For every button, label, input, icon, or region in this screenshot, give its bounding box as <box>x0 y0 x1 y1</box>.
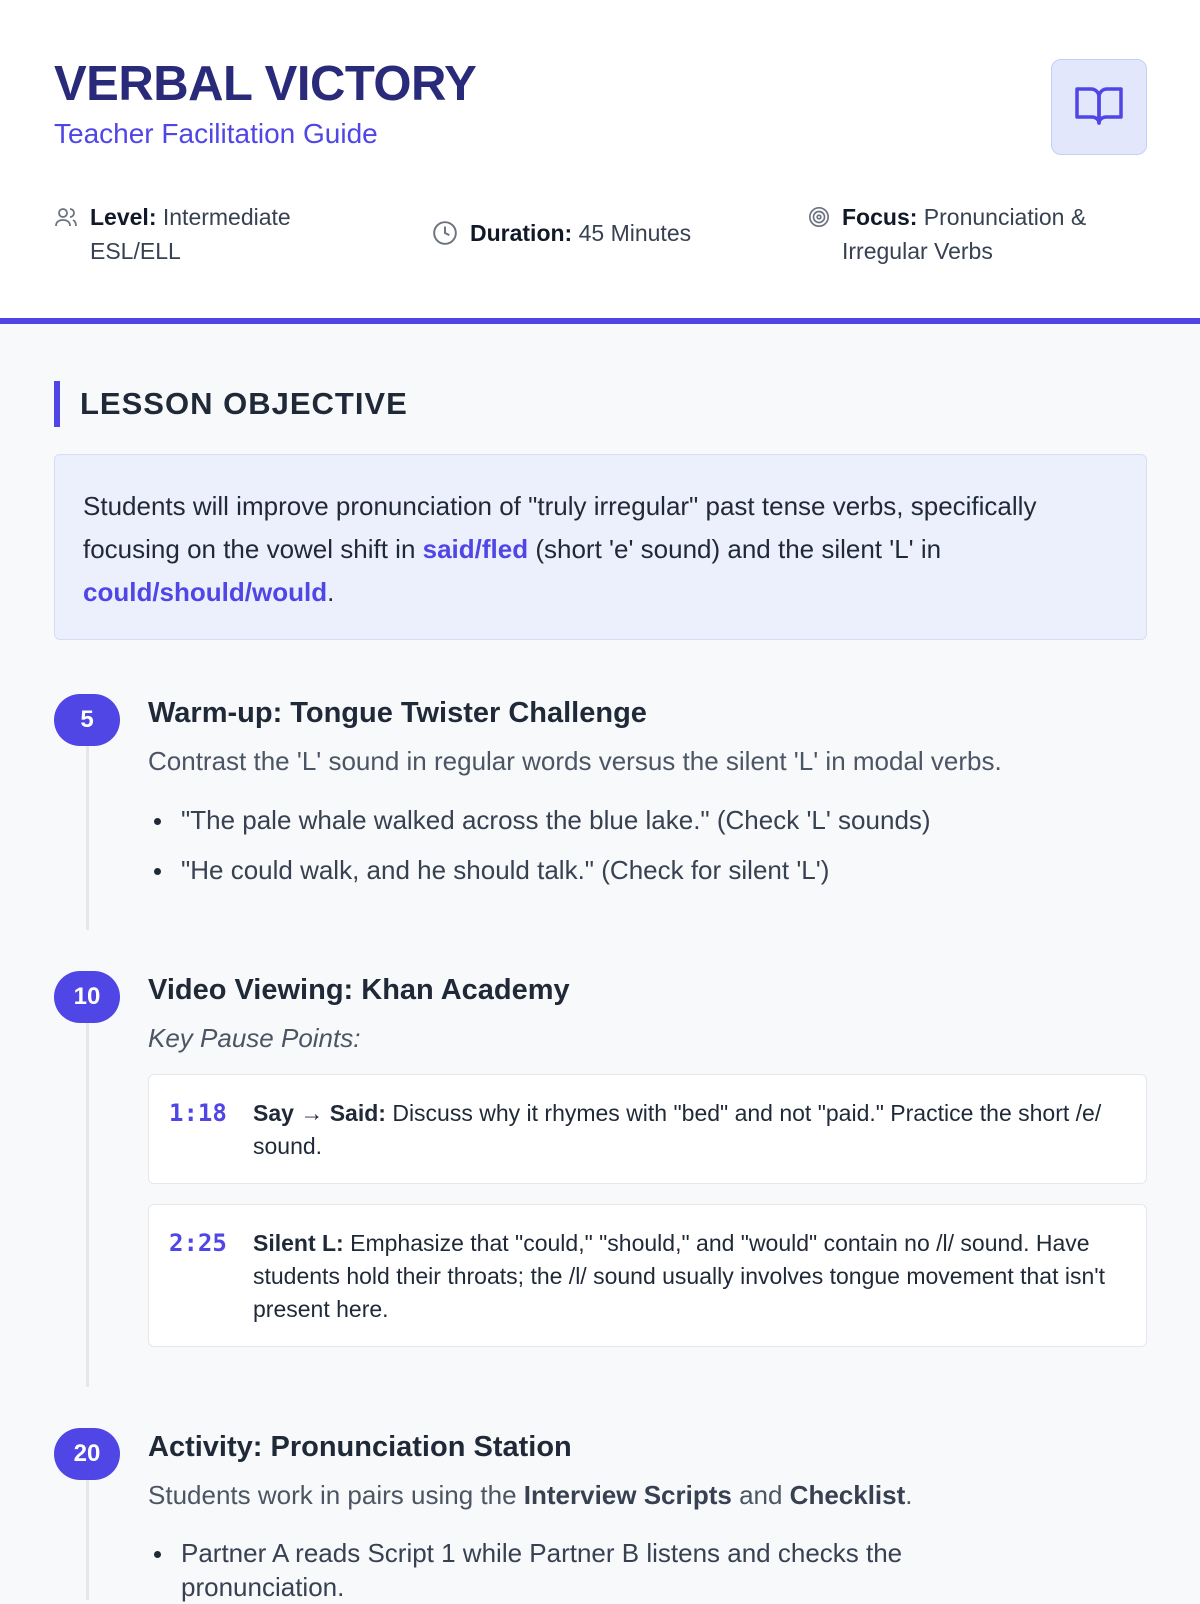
meta-focus-text: Focus: Pronunciation & Irregular Verbs <box>842 204 1087 264</box>
step-minutes-badge: 10 <box>54 971 120 1023</box>
pause-point-text: Say → Said: Discuss why it rhymes with "bed" and not "paid." Practice the short /e/ sound. <box>253 1100 1102 1159</box>
meta-level <box>54 200 364 268</box>
book-button[interactable] <box>1051 59 1147 155</box>
highlight-modals: could/should/would <box>83 577 328 607</box>
clock-icon <box>432 216 458 250</box>
step-title: Activity: Pronunciation Station <box>148 1431 572 1463</box>
step-minutes-badge: 20 <box>54 1428 120 1480</box>
step-minutes-badge: 5 <box>54 694 120 746</box>
pause-point-text: Silent L: Emphasize that "could," "should," and "would" contain no /l/ sound. Have students hold their throats; the /l/ sound usually involves tongue movement that isn't present here. <box>253 1230 1106 1322</box>
pause-point-card <box>148 1204 1147 1347</box>
lesson-objective-heading: LESSON OBJECTIVE <box>54 381 408 427</box>
timeline-line <box>86 1478 89 1600</box>
step-title: Warm-up: Tongue Twister Challenge <box>148 697 647 729</box>
timeline-line <box>86 744 89 930</box>
pause-points-heading: Key Pause Points: <box>148 1023 361 1053</box>
users-icon <box>54 200 78 234</box>
timestamp: 2:25 <box>169 1229 227 1257</box>
meta-level-text: Level: Intermediate ESL/ELL <box>90 204 291 264</box>
page-title: VERBAL VICTORY <box>54 57 477 111</box>
list-item: "He could walk, and he should talk." (Check for silent 'L') <box>148 853 931 903</box>
list-item: "The pale whale walked across the blue lake." (Check 'L' sounds) <box>148 803 931 853</box>
list-item: Partner A reads Script 1 while Partner B listens and checks the pronunciation. <box>148 1536 1028 1604</box>
meta-duration <box>432 216 762 250</box>
guide-header <box>0 0 1200 324</box>
pause-point-card <box>148 1074 1147 1184</box>
page-subtitle: Teacher Facilitation Guide <box>54 118 378 149</box>
highlight-said-fled: said/fled <box>422 534 529 564</box>
step-description: Contrast the 'L' sound in regular words versus the silent 'L' in modal verbs. <box>148 746 1002 776</box>
meta-duration-text: Duration: 45 Minutes <box>470 220 692 246</box>
timeline-line <box>86 1022 89 1387</box>
timestamp: 1:18 <box>169 1099 227 1127</box>
step-bullet-list <box>148 803 931 903</box>
meta-focus <box>808 200 1138 268</box>
lesson-objective-box: Students will improve pronunciation of "truly irregular" past tense verbs, specifically focusing on the vowel shift in said/fled (short 'e' sound) and the silent 'L' in could/should/would. <box>54 454 1147 640</box>
target-icon <box>808 200 830 234</box>
step-description: Students work in pairs using the Interview Scripts and Checklist. <box>148 1480 913 1510</box>
step-title: Video Viewing: Khan Academy <box>148 974 570 1006</box>
step-bullet-list <box>148 1536 1028 1604</box>
book-open-icon <box>1073 83 1125 132</box>
